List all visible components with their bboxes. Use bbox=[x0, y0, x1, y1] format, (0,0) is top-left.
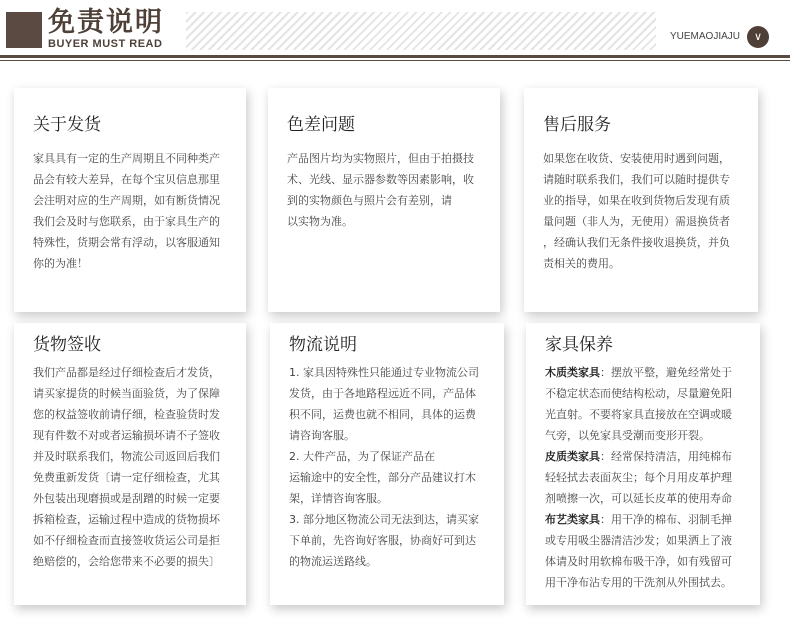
card-body: 1. 家具因特殊性只能通过专业物流公司 发货，由于各地路程远近不同，产品体 积不同，运费也就不相同，具体的运费 请咨询客服。 2. 大件产品，为了保证产品在 运输途中的安全性，部分产品建议打木 架，详情咨询客服。 3. 部分地区物流公司无法到达，请买家 下单前，先咨询好客服，协商好可到达 的物流运送路线。 bbox=[289, 366, 479, 568]
brand-name: YUEMAOJIAJU bbox=[670, 31, 741, 42]
header-divider-thin bbox=[0, 60, 790, 61]
card-title: 关于发货 bbox=[33, 115, 101, 135]
card-body: 如果您在收货、安装使用时遇到问题， 请随时联系我们，我们可以随时提供专 业的指导，如果在收到货物后发现有质 量问题（非人为，无使用）需退换货者 ，经确认我们无条件接收退换货，并负 责相关的费用。 bbox=[543, 152, 730, 270]
card-body: 产品图片均为实物照片，但由于拍摄技 术、光线、显示器参数等因素影响，收 到的实物颜色与照片会有差别，请 以实物为准。 bbox=[287, 152, 474, 228]
card-after-sales bbox=[524, 88, 758, 312]
title-block-icon bbox=[6, 12, 42, 48]
card-body: 我们产品都是经过仔细检查后才发货， 请买家提货的时候当面验货，为了保障 您的权益签收前请仔细，检查验货时发 现有件数不对或者运输损坏请不子签收 并及时联系我们，物流公司返回后我们 免费重新发货〔请一定仔细检查，尤其 外包装出现磨损或是刮蹭的时候一定要 拆箱检查，运输过程中造成的货物损坏 如不仔细检查而直接签收货运公司是拒 绝赔偿的，会给您带来不必要的损失〕 bbox=[33, 366, 220, 568]
card-title: 物流说明 bbox=[289, 335, 357, 355]
card-title: 家具保养 bbox=[545, 335, 613, 355]
header bbox=[0, 0, 790, 66]
card-title: 售后服务 bbox=[543, 115, 611, 135]
page-title: 免责说明 bbox=[48, 7, 164, 38]
header-divider bbox=[0, 55, 790, 58]
card-color-difference bbox=[268, 88, 500, 312]
card-title: 货物签收 bbox=[33, 335, 101, 355]
card-logistics bbox=[270, 323, 504, 605]
header-stripes bbox=[186, 12, 656, 50]
page-subtitle: BUYER MUST READ bbox=[48, 38, 163, 50]
chevron-down-icon[interactable]: ∨ bbox=[747, 26, 769, 48]
card-maintenance bbox=[526, 323, 760, 605]
card-title: 色差问题 bbox=[287, 115, 355, 135]
card-receipt bbox=[14, 323, 246, 605]
card-body: 家具具有一定的生产周期且不同种类产 品会有较大差异，在每个宝贝信息那里 会注明对应的生产周期，如有断货情况 我们会及时与您联系，由于家具生产的 特殊性，货期会常有浮动，以客服通知 你的为准！ bbox=[33, 152, 220, 270]
card-shipping bbox=[14, 88, 246, 312]
card-body: 木质类家具：摆放平整，避免经常处于 不稳定状态而使结构松动，尽量避免阳 光直射。不要将家具直接放在空调或暖 气旁，以免家具受潮而变形开裂。 皮质类家具：经常保持清洁，用纯棉布 轻轻拭去表面灰尘；每个月用皮革护理 剂喷擦一次，可以延长皮革的使用寿命 布艺类家具：用干净的棉布、羽制毛掸 或专用吸尘器清洁沙发；如果洒上了液 体请及时用软棉布吸干净，如有残留可 用干净布沾专用的干洗剂从外围拭去。 bbox=[545, 366, 732, 589]
